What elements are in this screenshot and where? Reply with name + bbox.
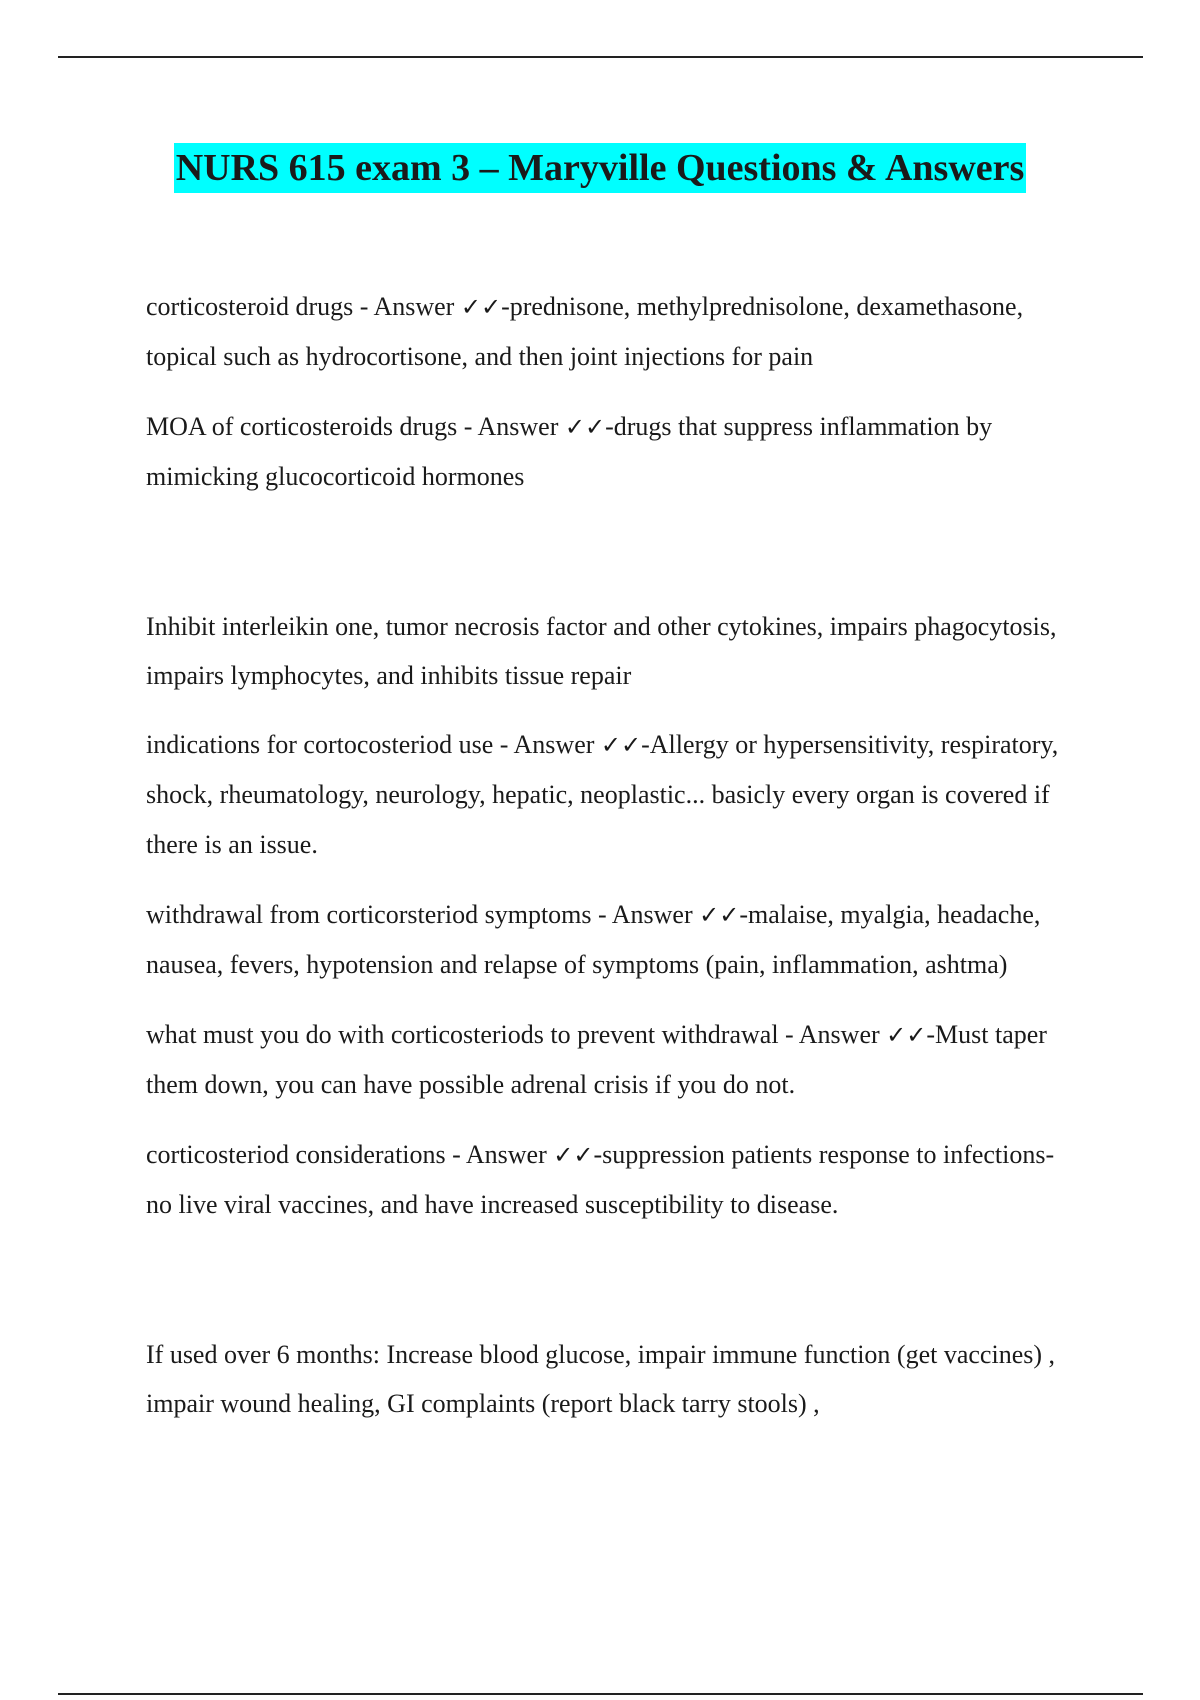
qa-entry: withdrawal from corticorsteriod symptoms - Answer ✓✓-malaise, myalgia, headache, nausea, fevers, hypotension and relapse of symptoms (pain, inflammation, ashtma) bbox=[146, 900, 1041, 979]
question-text: MOA of corticosteroids drugs bbox=[146, 412, 458, 441]
title-wrap bbox=[0, 143, 1200, 193]
text-paragraph bbox=[146, 602, 1076, 700]
answer-text: -prednisone, methylprednisolone, dexamethasone, topical such as hydrocortisone, and then joint injections for pain bbox=[146, 292, 1024, 371]
text-paragraph bbox=[146, 1330, 1076, 1428]
double-check-icon: ✓✓ bbox=[600, 731, 642, 759]
answer-text: -Must taper them down, you can have possible adrenal crisis if you do not. bbox=[146, 1020, 1047, 1099]
answer-marker: Answer bbox=[513, 730, 595, 759]
question-text: corticosteriod considerations bbox=[146, 1140, 446, 1169]
qa-entry: MOA of corticosteroids drugs - Answer ✓✓-drugs that suppress inflammation by mimicking glucocorticoid hormones bbox=[146, 412, 993, 491]
answer-text: -Allergy or hypersensitivity, respiratory, shock, rheumatology, neurology, hepatic, neoplastic... basicly every organ is covered if there is an issue. bbox=[146, 730, 1059, 859]
question-text: indications for cortocosteriod use bbox=[146, 730, 494, 759]
paragraph-text: Inhibit interleikin one, tumor necrosis factor and other cytokines, impairs phagocytosis, impairs lymphocytes, and inhibits tissue repair bbox=[146, 612, 1057, 690]
question-text: what must you do with corticosteriods to prevent withdrawal bbox=[146, 1020, 779, 1049]
double-check-icon: ✓✓ bbox=[553, 1141, 594, 1169]
qa-entry: corticosteriod considerations - Answer ✓✓-suppression patients response to infections- no live viral vaccines, and have increased susceptibility to disease. bbox=[146, 1140, 1055, 1219]
question-text: corticosteroid drugs bbox=[146, 292, 354, 321]
qa-entry: indications for cortocosteriod use - Answer ✓✓-Allergy or hypersensitivity, respiratory, shock, rheumatology, neurology, hepatic, neoplastic... basicly every organ is covered if there is an issue. bbox=[146, 730, 1059, 859]
document-body bbox=[146, 282, 1076, 1448]
paragraph-text: If used over 6 months: Increase blood glucose, impair immune function (get vaccines) , impair wound healing, GI complaints (report black tarry stools) , bbox=[146, 1340, 1056, 1418]
double-check-icon: ✓✓ bbox=[564, 413, 606, 441]
double-check-icon: ✓✓ bbox=[886, 1021, 927, 1049]
double-check-icon: ✓✓ bbox=[460, 293, 502, 321]
answer-marker: Answer bbox=[611, 900, 693, 929]
qa-entry: what must you do with corticosteriods to prevent withdrawal - Answer ✓✓-Must taper them down, you can have possible adrenal crisis if you do not. bbox=[146, 1020, 1047, 1099]
qa-entry: corticosteroid drugs - Answer ✓✓-prednisone, methylprednisolone, dexamethasone, topical such as hydrocortisone, and then joint injections for pain bbox=[146, 292, 1024, 371]
top-rule bbox=[58, 56, 1143, 58]
answer-marker: Answer bbox=[798, 1020, 880, 1049]
bottom-rule bbox=[58, 1693, 1143, 1695]
answer-text: -suppression patients response to infections- no live viral vaccines, and have increased susceptibility to disease. bbox=[146, 1140, 1055, 1219]
question-text: withdrawal from corticorsteriod symptoms bbox=[146, 900, 592, 929]
answer-marker: Answer bbox=[465, 1140, 547, 1169]
answer-marker: Answer bbox=[373, 292, 455, 321]
answer-marker: Answer bbox=[477, 412, 559, 441]
double-check-icon: ✓✓ bbox=[699, 901, 740, 929]
answer-text: -drugs that suppress inflammation by mimicking glucocorticoid hormones bbox=[146, 412, 993, 491]
document-title: NURS 615 exam 3 – Maryville Questions & Answers bbox=[174, 143, 1027, 193]
answer-text: -malaise, myalgia, headache, nausea, fevers, hypotension and relapse of symptoms (pain, inflammation, ashtma) bbox=[146, 900, 1041, 979]
